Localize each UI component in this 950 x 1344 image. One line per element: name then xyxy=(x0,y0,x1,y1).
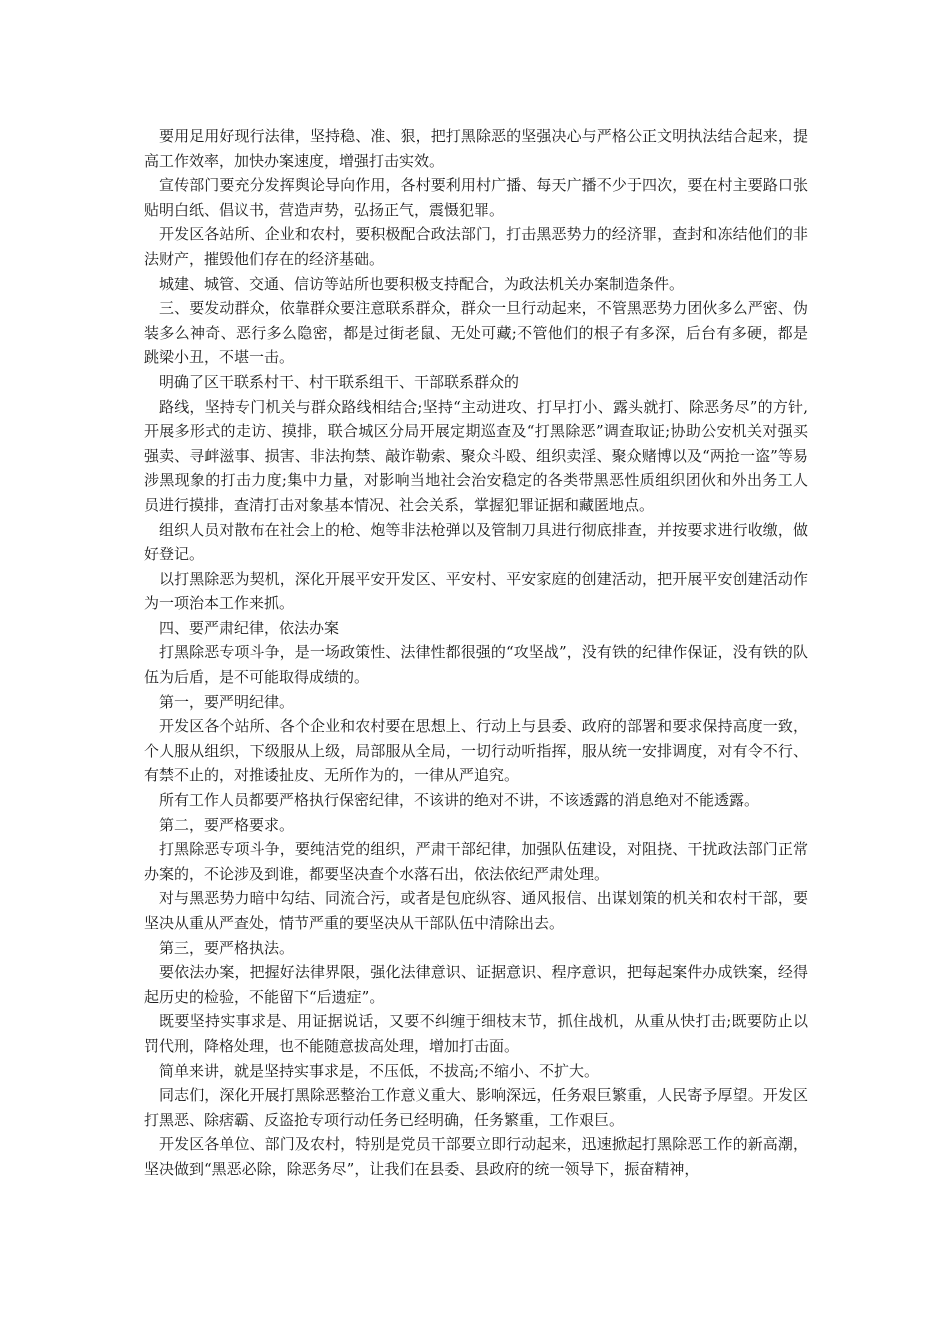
paragraph: 既要坚持实事求是、用证据说话，又要不纠缠于细枝末节，抓住战机，从重从快打击;既要防止以罚代刑，降格处理，也不能随意拔高处理，增加打击面。 xyxy=(144,1012,808,1055)
paragraph: 开发区各个站所、各个企业和农村要在思想上、行动上与县委、政府的部署和要求保持高度一致，个人服从组织，下级服从上级，局部服从全局，一切行动听指挥，服从统一安排调度，对有令不行、有禁不止的，对推诿扯皮、无所作为的，一律从严追究。 xyxy=(144,717,808,785)
document-body xyxy=(144,124,808,1182)
paragraph: 开发区各站所、企业和农村，要积极配合政法部门，打击黑恶势力的经济罪，查封和冻结他们的非法财产，摧毁他们存在的经济基础。 xyxy=(144,225,808,268)
paragraph: 明确了区干联系村干、村干联系组干、干部联系群众的 xyxy=(159,372,520,391)
paragraph: 打黑除恶专项斗争，是一场政策性、法律性都很强的“攻坚战”，没有铁的纪律作保证，没有铁的队伍为后盾，是不可能取得成绩的。 xyxy=(144,643,808,687)
paragraph: 所有工作人员都要严格执行保密纪律，不该讲的绝对不讲，不该透露的消息绝对不能透露。 xyxy=(159,791,760,810)
subsection-heading: 第二，要严格要求。 xyxy=(159,815,295,834)
paragraph: 宣传部门要充分发挥舆论导向作用，各村要利用村广播、每天广播不少于四次，要在村主要路口张贴明白纸、倡议书，营造声势，弘扬正气，震慑犯罪。 xyxy=(144,176,808,219)
paragraph: 同志们，深化开展打黑除恶整治工作意义重大、影响深远，任务艰巨繁重，人民寄予厚望。开发区打黑恶、除痞霸、反盗抢专项行动任务已经明确，任务繁重，工作艰巨。 xyxy=(144,1086,808,1129)
paragraph: 要依法办案，把握好法律界限，强化法律意识、证据意识、程序意识，把每起案件办成铁案，经得起历史的检验，不能留下“后遗症”。 xyxy=(144,963,808,1006)
subsection-heading: 第一，要严明纪律。 xyxy=(159,692,295,711)
paragraph: 打黑除恶专项斗争，要纯洁党的组织，严肃干部纪律，加强队伍建设，对阻挠、干扰政法部门正常办案的，不论涉及到谁，都要坚决查个水落石出，依法依纪严肃处理。 xyxy=(144,840,808,883)
section-heading: 四、要严肃纪律，依法办案 xyxy=(159,618,340,637)
subsection-heading: 第三，要严格执法。 xyxy=(159,938,295,957)
paragraph: 以打黑除恶为契机，深化开展平安开发区、平安村、平安家庭的创建活动，把开展平安创建活动作为一项治本工作来抓。 xyxy=(144,569,808,613)
paragraph: 简单来讲，就是坚持实事求是，不压低，不拔高;不缩小、不扩大。 xyxy=(159,1061,600,1080)
paragraph: 路线，坚持专门机关与群众路线相结合;坚持“主动进攻、打早打小、露头就打、除恶务尽”的方针,开展多形式的走访、摸排，联合城区分局开展定期巡查及“打黑除恶”调查取证;协助公安机关对强买强卖、寻衅滋事、损害、非法拘禁、敲诈勒索、聚众斗殴、组织卖淫、聚众赌博以及“两抢一盗”等易涉黑现象的打击力度;集中力量，对影响当地社会治安稳定的各类带黑恶性质组织团伙和外出务工人员进行摸排，查清打击对象基本情况、社会关系，掌握犯罪证据和藏匿地点。 xyxy=(144,397,808,514)
paragraph: 三、要发动群众，依靠群众要注意联系群众，群众一旦行动起来，不管黑恶势力团伙多么严密、伪装多么神奇、恶行多么隐密，都是过街老鼠、无处可藏;不管他们的根子有多深，后台有多硬，都是跳梁小丑，不堪一击。 xyxy=(144,299,808,367)
paragraph: 城建、城管、交通、信访等站所也要积极支持配合，为政法机关办案制造条件。 xyxy=(159,274,685,293)
paragraph: 开发区各单位、部门及农村，特别是党员干部要立即行动起来，迅速掀起打黑除恶工作的新高潮，坚决做到“黑恶必除，除恶务尽”，让我们在县委、县政府的统一领导下，振奋精神， xyxy=(144,1135,808,1178)
paragraph: 组织人员对散布在社会上的枪、炮等非法枪弹以及管制刀具进行彻底排查，并按要求进行收缴，做好登记。 xyxy=(144,520,808,564)
paragraph: 对与黑恶势力暗中勾结、同流合污，或者是包庇纵容、通风报信、出谋划策的机关和农村干部，要坚决从重从严查处，情节严重的要坚决从干部队伍中清除出去。 xyxy=(144,889,808,932)
paragraph: 要用足用好现行法律，坚持稳、准、狠，把打黑除恶的坚强决心与严格公正文明执法结合起来，提高工作效率，加快办案速度，增强打击实效。 xyxy=(144,127,808,170)
